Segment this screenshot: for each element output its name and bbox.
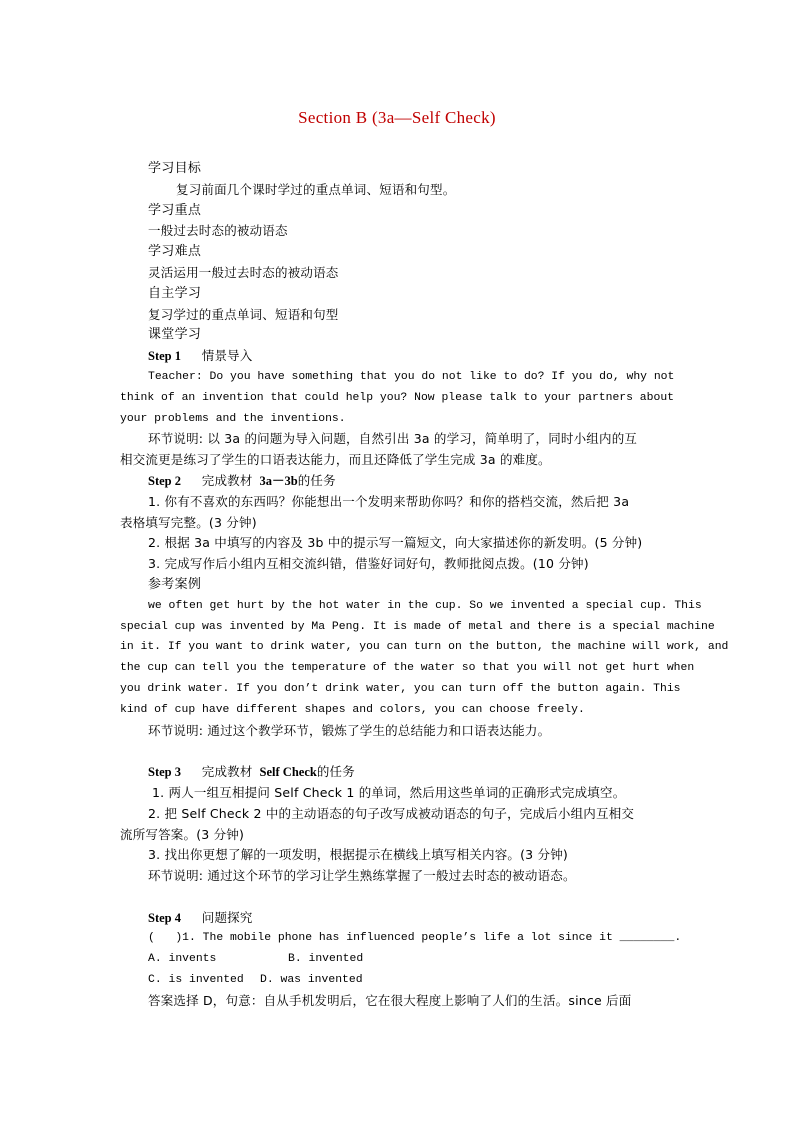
options-row	[120, 949, 674, 970]
step3-item: 2. 把 Self Check 2 中的主动语态的句子改写成被动语态的句子，完成后小组内互相交	[148, 805, 635, 821]
document-body	[120, 159, 729, 1012]
step3-item: 1. 两人一组互相提问 Self Check 1 的单词，然后用这些单词的正确形式完成填空。	[152, 784, 626, 800]
options-row	[120, 970, 674, 991]
option-d: D. was invented	[260, 974, 363, 987]
option-a: A. invents	[148, 953, 217, 966]
step2-item: 3. 完成写作后小组内互相交流纠错，借鉴好词好句，教师批阅点拨。(10 分钟)	[148, 556, 589, 572]
step4-label: Step 4	[148, 910, 181, 925]
step3-item: 流所写答案。(3 分钟)	[120, 826, 245, 842]
key-text: 一般过去时态的被动语态	[148, 223, 288, 239]
step4-heading	[120, 908, 674, 929]
step2-title: 完成教材	[201, 472, 253, 488]
option-c: C. is invented	[148, 974, 244, 987]
example-heading: 参考案例	[148, 576, 202, 592]
example-line: you drink water. If you don’t drink water, you can turn off the button again. This	[120, 682, 681, 695]
example-line: kind of cup have different shapes and colors, you can choose freely.	[120, 703, 585, 716]
step2-item: 表格填写完整。(3 分钟)	[120, 514, 257, 530]
step1-label: Step 1	[148, 349, 181, 364]
teacher-line: Teacher: Do you have something that you do not like to do? If you do, why not	[148, 370, 675, 383]
difficulty-heading: 学习难点	[148, 244, 202, 260]
step3-title: 完成教材	[201, 764, 253, 780]
step2-item: 1. 你有不喜欢的东西吗？你能想出一个发明来帮助你吗？和你的搭档交流，然后把 3a	[148, 493, 630, 509]
step3-tail: 的任务	[316, 764, 355, 780]
key-heading: 学习重点	[148, 202, 202, 218]
step2-extra: 3a－3b	[259, 473, 298, 488]
question-line: ( )1. The mobile phone has influenced people’s life a lot since it ________.	[148, 932, 682, 945]
step2-label: Step 2	[148, 473, 181, 488]
example-line: we often get hurt by the hot water in the cup. So we invented a special cup. This	[148, 599, 702, 612]
self-study-heading: 自主学习	[148, 285, 202, 301]
class-heading: 课堂学习	[148, 327, 202, 343]
step4-title: 问题探究	[201, 909, 253, 925]
self-study-text: 复习学过的重点单词、短语和句型	[148, 306, 339, 322]
page-title: Section B (3a—Self Check)	[298, 108, 496, 127]
goals-heading: 学习目标	[148, 161, 202, 176]
step2-heading	[120, 471, 674, 492]
goals-text: 复习前面几个课时学过的重点单词、短语和句型。	[176, 181, 456, 197]
step3-item: 3. 找出你更想了解的一项发明，根据提示在横线上填写相关内容。(3 分钟)	[148, 847, 568, 863]
step2-item: 2. 根据 3a 中填写的内容及 3b 中的提示写一篇短文，向大家描述你的新发明。(5 分钟)	[148, 535, 643, 551]
step3-heading	[120, 762, 674, 783]
answer-line: 答案选择 D，句意：自从手机发明后，它在很大程度上影响了人们的生活。since 后面	[148, 992, 632, 1008]
example-line: special cup was invented by Ma Peng. It is made of metal and there is a special machine	[120, 620, 715, 633]
teacher-line: think of an invention that could help you? Now please talk to your partners about	[120, 391, 674, 404]
step1-heading	[120, 346, 674, 367]
spacer	[120, 741, 674, 762]
option-b: B. invented	[288, 953, 364, 966]
step3-extra: Self Check	[259, 765, 317, 780]
step3-label: Step 3	[148, 765, 181, 780]
step2-tail: 的任务	[297, 472, 336, 488]
teacher-line: your problems and the inventions.	[120, 412, 346, 425]
example-line: in it. If you want to drink water, you can turn on the button, the machine will work, and	[120, 641, 729, 654]
example-line: the cup can tell you the temperature of the water so that you will not get hurt when	[120, 662, 695, 675]
spacer	[120, 887, 674, 908]
difficulty-text: 灵活运用一般过去时态的被动语态	[148, 264, 339, 280]
note3: 环节说明: 通过这个环节的学习让学生熟练掌握了一般过去时态的被动语态。	[148, 868, 576, 884]
note2: 环节说明: 通过这个教学环节，锻炼了学生的总结能力和口语表达能力。	[148, 722, 551, 738]
note1-line: 环节说明: 以 3a 的问题为导入问题，自然引出 3a 的学习，简单明了，同时小组内的互	[148, 431, 638, 447]
note1-line: 相交流更是练习了学生的口语表达能力，而且还降低了学生完成 3a 的难度。	[120, 452, 551, 468]
step1-title: 情景导入	[201, 348, 253, 364]
